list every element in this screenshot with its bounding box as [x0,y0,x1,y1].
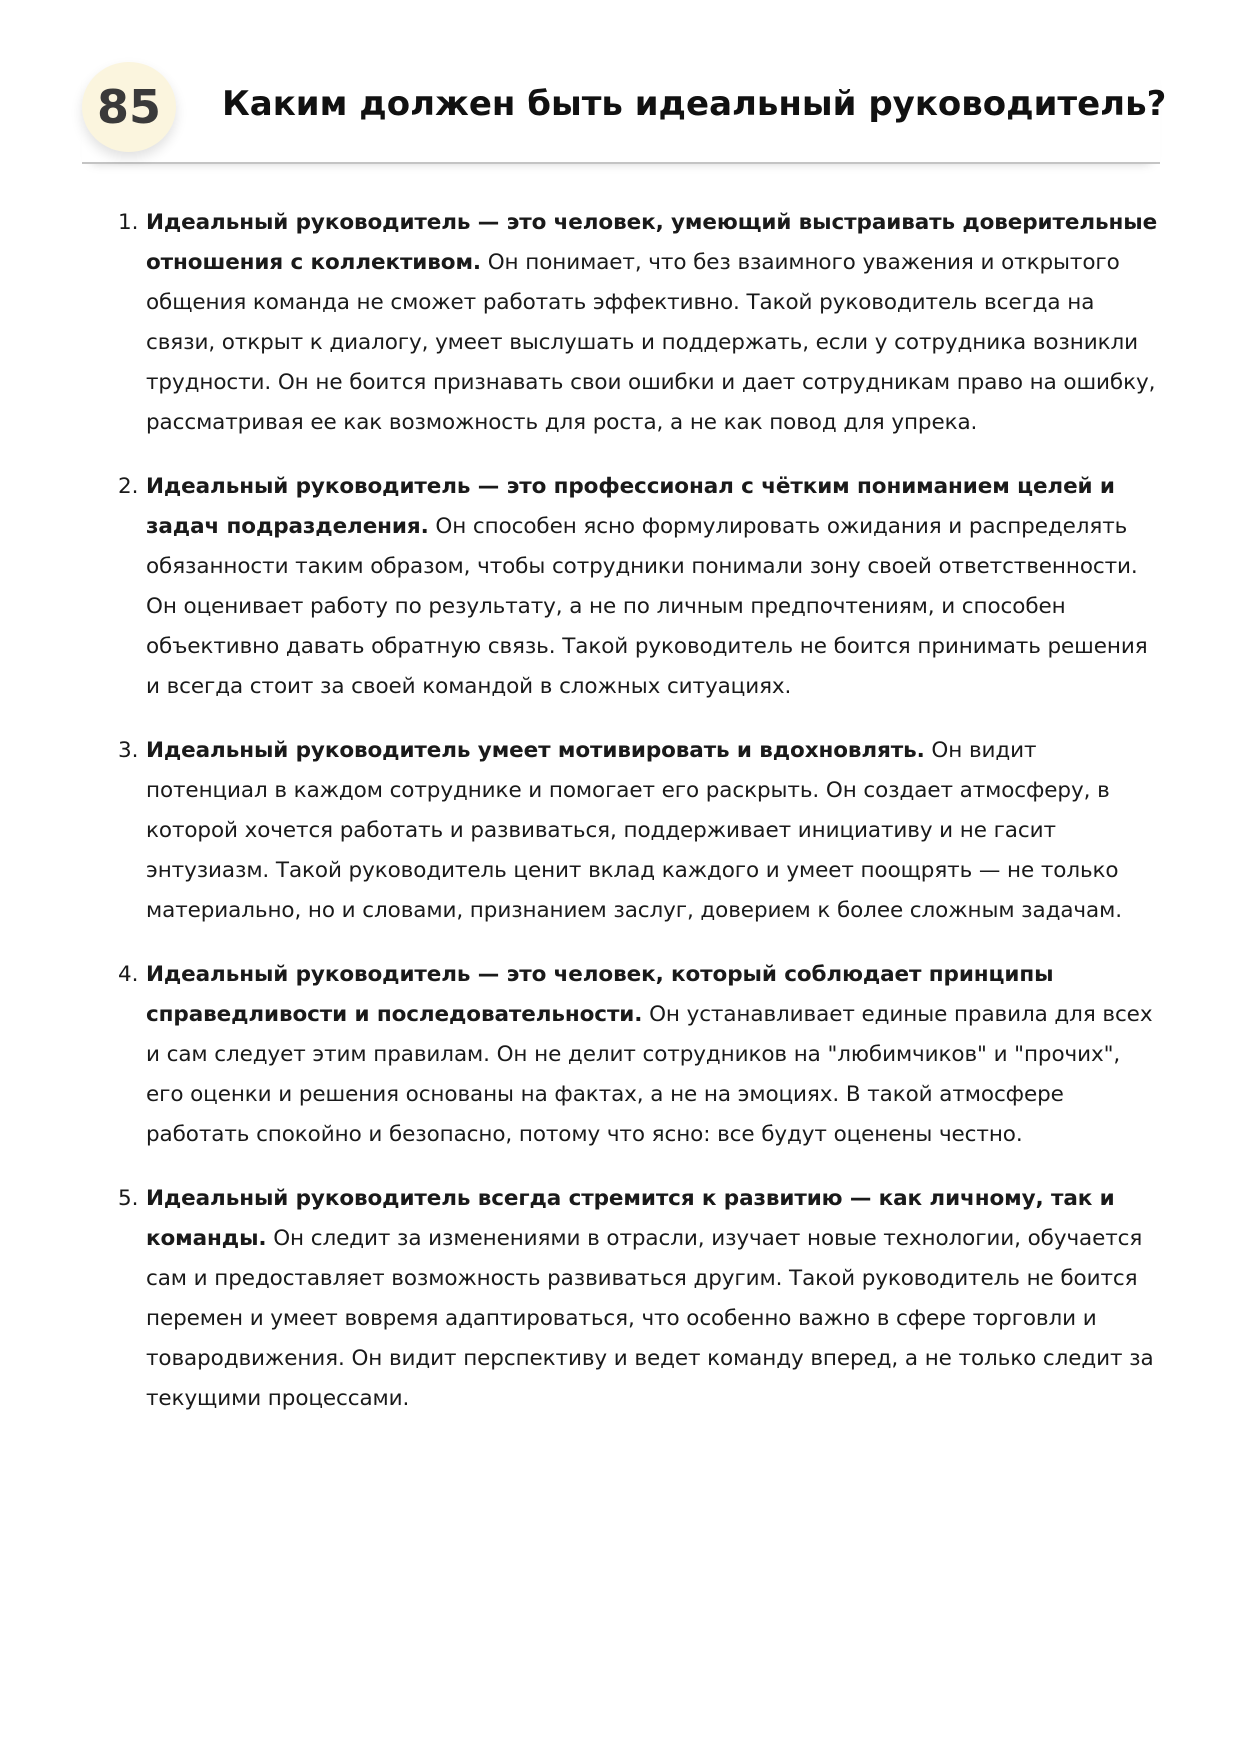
list-item [110,203,1160,443]
page-number-badge: 85 [82,62,176,152]
list-item-number: 2. [118,474,139,499]
list-item-number: 3. [118,738,139,763]
page-header [82,62,1167,164]
list-item-lead: Идеальный руководитель — это профессионал с чётким пониманием целей и задач подразделения. [146,474,1115,539]
list-item [110,955,1160,1155]
list-item-lead: Идеальный руководитель всегда стремится к развитию — как личному, так и команды. [146,1186,1115,1251]
list-item-number: 4. [118,962,139,987]
list-item-lead: Идеальный руководитель — это человек, умеющий выстраивать доверительные отношения с коллективом. [146,210,1158,275]
principles-list [110,203,1160,1443]
list-item [110,731,1160,931]
list-item [110,467,1160,707]
list-item-number: 1. [118,210,139,235]
list-item-text: Он устанавливает единые правила для всех и сам следует этим правилам. Он не делит сотрудников на "любимчиков" и "прочих", его оценки и решения основаны на фактах, а не на эмоциях. В такой атмосфере работать спокойно и безопасно, потому что ясно: все будут оценены честно. [146,1002,1153,1147]
list-item-text: Он следит за изменениями в отрасли, изучает новые технологии, обучается сам и предоставляет возможность развиваться другим. Такой руководитель не боится перемен и умеет вовремя адаптироваться, что особенно важно в сфере торговли и товародвижения. Он видит перспективу и ведет команду вперед, а не только следит за текущими процессами. [146,1226,1154,1411]
list-item-lead: Идеальный руководитель умеет мотивировать и вдохновлять. [146,738,925,763]
list-item [110,1179,1160,1419]
list-item-text: Он понимает, что без взаимного уважения и открытого общения команда не сможет работать эффективно. Такой руководитель всегда на связи, открыт к диалогу, умеет выслушать и поддержать, если у сотрудника возникли трудности. Он не боится признавать свои ошибки и дает сотрудникам право на ошибку, рассматривая ее как возможность для роста, а не как повод для упрека. [146,250,1156,435]
page-title: Каким должен быть идеальный руководитель? [222,84,1167,124]
list-item-text: Он способен ясно формулировать ожидания и распределять обязанности таким образом, чтобы сотрудники понимали зону своей ответственности. Он оценивает работу по результату, а не по личным предпочтениям, и способен объективно давать обратную связь. Такой руководитель не боится принимать решения и всегда стоит за своей командой в сложных ситуациях. [146,514,1148,699]
list-item-text: Он видит потенциал в каждом сотруднике и помогает его раскрыть. Он создает атмосферу, в которой хочется работать и развиваться, поддерживает инициативу и не гасит энтузиазм. Такой руководитель ценит вклад каждого и умеет поощрять — не только материально, но и словами, признанием заслуг, доверием к более сложным задачам. [146,738,1122,923]
list-item-lead: Идеальный руководитель — это человек, который соблюдает принципы справедливости и последовательности. [146,962,1054,1027]
list-item-number: 5. [118,1186,139,1211]
